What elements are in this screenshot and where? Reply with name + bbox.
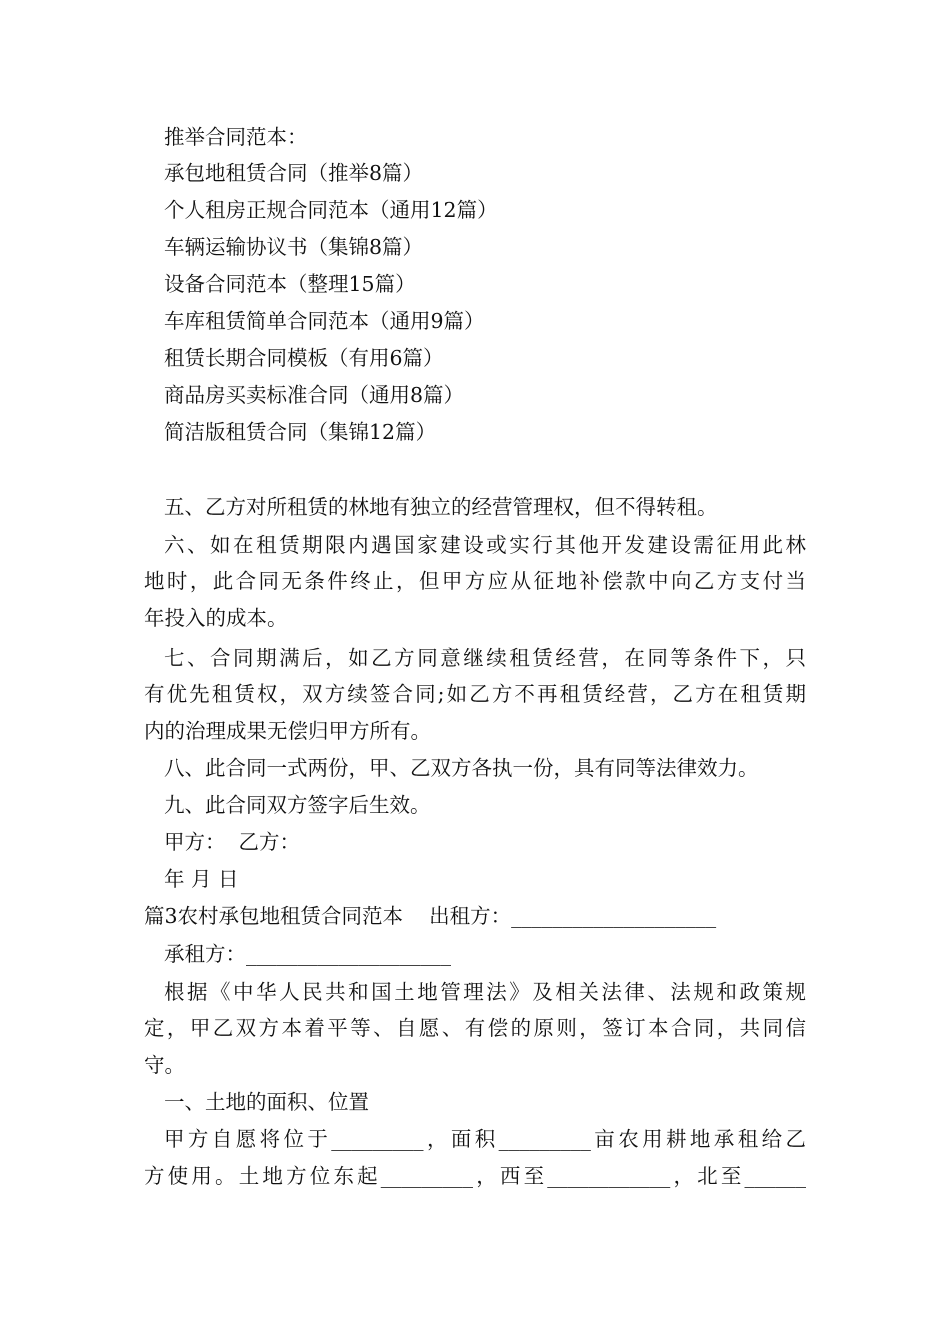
- section-3-title: 篇3农村承包地租赁合同范本 出租方：____________________: [144, 904, 717, 928]
- recommended-link-4[interactable]: 设备合同范本（整理15篇）: [164, 272, 416, 296]
- clause-6-line-2: 地时，此合同无条件终止，但甲方应从征地补偿款中向乙方支付当: [144, 569, 806, 593]
- recommended-link-1[interactable]: 承包地租赁合同（推举8篇）: [164, 161, 424, 185]
- item-1-title: 一、土地的面积、位置: [164, 1090, 369, 1114]
- recommended-heading: 推举合同范本：: [164, 125, 308, 149]
- recommended-link-5[interactable]: 车库租赁简单合同范本（通用9篇）: [164, 309, 485, 333]
- item-1-line-2: 方使用。土地方位东起_________，西至____________，北至______: [144, 1164, 806, 1188]
- clause-9: 九、此合同双方签字后生效。: [164, 793, 431, 817]
- item-1-line-1: 甲方自愿将位于_________，面积_________亩农用耕地承租给乙: [164, 1127, 806, 1151]
- recommended-link-2[interactable]: 个人租房正规合同范本（通用12篇）: [164, 198, 498, 222]
- clause-7-line-1: 七、合同期满后，如乙方同意继续租赁经营，在同等条件下，只: [164, 646, 806, 670]
- clause-6-line-3: 年投入的成本。: [144, 606, 288, 630]
- recommended-link-7[interactable]: 商品房买卖标准合同（通用8篇）: [164, 383, 465, 407]
- intro-line-2: 定，甲乙双方本着平等、自愿、有偿的原则，签订本合同，共同信: [144, 1016, 806, 1040]
- recommended-link-8[interactable]: 简洁版租赁合同（集锦12篇）: [164, 420, 437, 444]
- clause-7-line-3: 内的治理成果无偿归甲方所有。: [144, 719, 431, 743]
- recommended-link-3[interactable]: 车辆运输协议书（集锦8篇）: [164, 235, 424, 259]
- clause-7-line-2: 有优先租赁权，双方续签合同;如乙方不再租赁经营，乙方在租赁期: [144, 682, 806, 706]
- intro-line-3: 守。: [144, 1053, 185, 1077]
- recommended-link-6[interactable]: 租赁长期合同模板（有用6篇）: [164, 346, 444, 370]
- intro-line-1: 根据《中华人民共和国土地管理法》及相关法律、法规和政策规: [164, 980, 806, 1004]
- signature-parties: 甲方： 乙方：: [164, 830, 301, 854]
- clause-6-line-1: 六、如在租赁期限内遇国家建设或实行其他开发建设需征用此林: [164, 533, 806, 557]
- lessee-field: 承租方：____________________: [164, 942, 451, 966]
- clause-5: 五、乙方对所租赁的林地有独立的经营管理权，但不得转租。: [164, 495, 718, 519]
- clause-8: 八、此合同一式两份，甲、乙双方各执一份，具有同等法律效力。: [164, 756, 759, 780]
- signature-date: 年 月 日: [164, 867, 239, 891]
